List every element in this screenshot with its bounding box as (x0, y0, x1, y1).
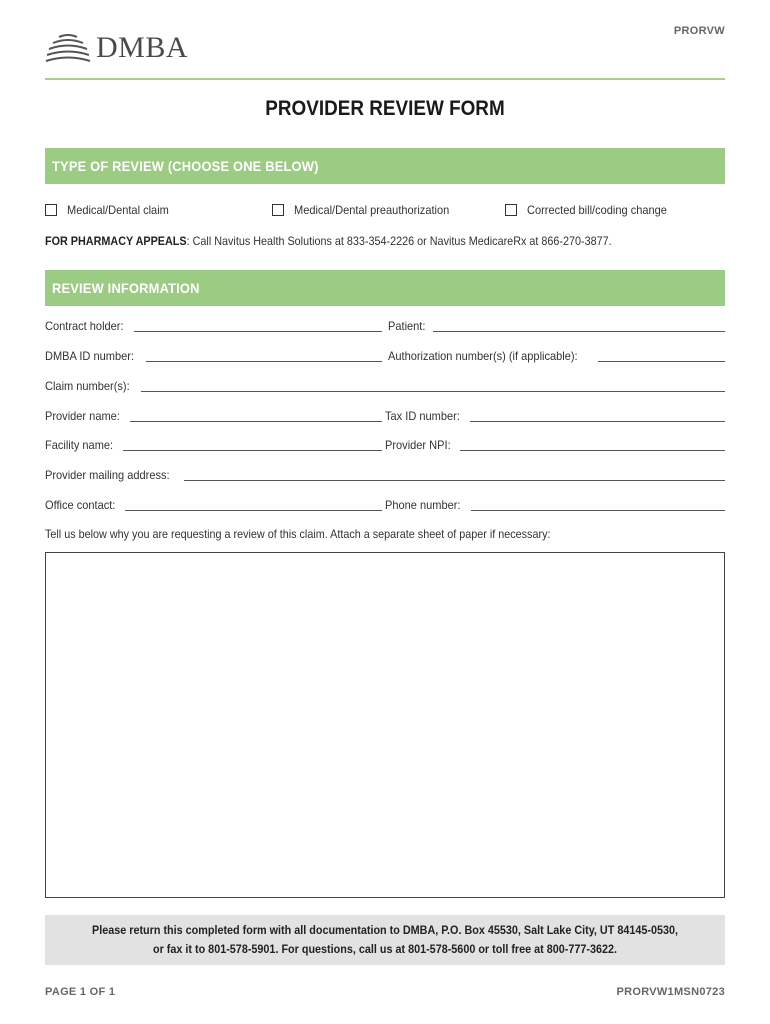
provider-name-input[interactable] (130, 409, 382, 422)
field-label: Patient: (388, 319, 426, 333)
option-label: Medical/Dental claim (67, 203, 169, 217)
option-label: Medical/Dental preauthorization (294, 203, 450, 217)
field-label: Facility name: (45, 438, 114, 452)
page-title: PROVIDER REVIEW FORM (265, 97, 505, 120)
header-divider (45, 78, 725, 80)
document-code: PRORVW1MSN0723 (616, 986, 725, 998)
dmba-logo (45, 30, 205, 66)
pharmacy-appeals-text: : Call Navitus Health Solutions at 833-354-2226 or Navitus MedicareRx at 866-270-3877. (186, 234, 612, 248)
page-number: PAGE 1 OF 1 (45, 986, 116, 998)
review-reason-textarea[interactable] (45, 552, 725, 898)
field-label: Claim number(s): (45, 379, 130, 393)
return-instructions-line-1: Please return this completed form with all documentation to DMBA, P.O. Box 45530, Salt Lake City, UT 84145-0530, (92, 923, 678, 937)
field-row (45, 407, 725, 423)
option-medical-dental-claim[interactable] (45, 203, 178, 217)
provider-name-field[interactable] (45, 407, 382, 423)
field-row (45, 436, 725, 452)
field-label: DMBA ID number: (45, 349, 134, 363)
patient-input[interactable] (433, 319, 725, 332)
checkbox-medical-dental-claim[interactable] (45, 204, 57, 216)
field-row (45, 377, 725, 393)
authorization-input[interactable] (598, 349, 725, 362)
field-label: Contract holder: (45, 319, 124, 333)
phone-number-field[interactable] (385, 496, 725, 512)
field-label: Provider NPI: (385, 438, 451, 452)
tax-id-input[interactable] (470, 409, 725, 422)
facility-name-input[interactable] (123, 438, 382, 451)
checkbox-medical-dental-preauthorization[interactable] (272, 204, 284, 216)
mailing-address-input[interactable] (184, 468, 725, 481)
dmba-logo-mark-icon (45, 31, 91, 65)
field-row (45, 466, 725, 482)
claim-numbers-input[interactable] (141, 379, 725, 392)
pharmacy-appeals-label: FOR PHARMACY APPEALS (45, 234, 187, 248)
contract-holder-input[interactable] (134, 319, 382, 332)
authorization-field[interactable] (388, 347, 725, 363)
office-contact-field[interactable] (45, 496, 382, 512)
return-instructions (45, 915, 725, 965)
mailing-address-field[interactable] (45, 466, 725, 482)
logo-text: DMBA (96, 31, 189, 64)
checkbox-corrected-bill[interactable] (505, 204, 517, 216)
provider-npi-input[interactable] (460, 438, 725, 451)
field-label: Provider name: (45, 409, 120, 423)
return-instructions-line-2: or fax it to 801-578-5901. For questions, call us at 801-578-5600 or toll free at 800-777-3622. (152, 942, 618, 956)
dmba-id-field[interactable] (45, 347, 382, 363)
field-label: Authorization number(s) (if applicable): (388, 349, 578, 363)
field-row (45, 347, 725, 363)
option-label: Corrected bill/coding change (527, 203, 667, 217)
field-label: Phone number: (385, 498, 461, 512)
review-reason-instructions: Tell us below why you are requesting a review of this claim. Attach a separate sheet of paper if necessary: (45, 527, 551, 541)
facility-name-field[interactable] (45, 436, 382, 452)
option-medical-dental-preauthorization[interactable] (272, 203, 463, 217)
pharmacy-appeals-note (45, 234, 612, 248)
type-of-review-heading: TYPE OF REVIEW (CHOOSE ONE BELOW) (45, 148, 725, 184)
field-row (45, 496, 725, 512)
claim-numbers-field[interactable] (45, 377, 725, 393)
review-information-heading: REVIEW INFORMATION (45, 270, 725, 306)
phone-number-input[interactable] (471, 498, 725, 511)
field-label: Office contact: (45, 498, 116, 512)
option-corrected-bill[interactable] (505, 203, 679, 217)
provider-npi-field[interactable] (385, 436, 725, 452)
patient-field[interactable] (388, 317, 725, 333)
dmba-id-input[interactable] (146, 349, 382, 362)
tax-id-field[interactable] (385, 407, 725, 423)
office-contact-input[interactable] (125, 498, 382, 511)
field-row (45, 317, 725, 333)
field-label: Provider mailing address: (45, 468, 170, 482)
field-label: Tax ID number: (385, 409, 460, 423)
contract-holder-field[interactable] (45, 317, 382, 333)
form-code: PRORVW (673, 25, 725, 37)
